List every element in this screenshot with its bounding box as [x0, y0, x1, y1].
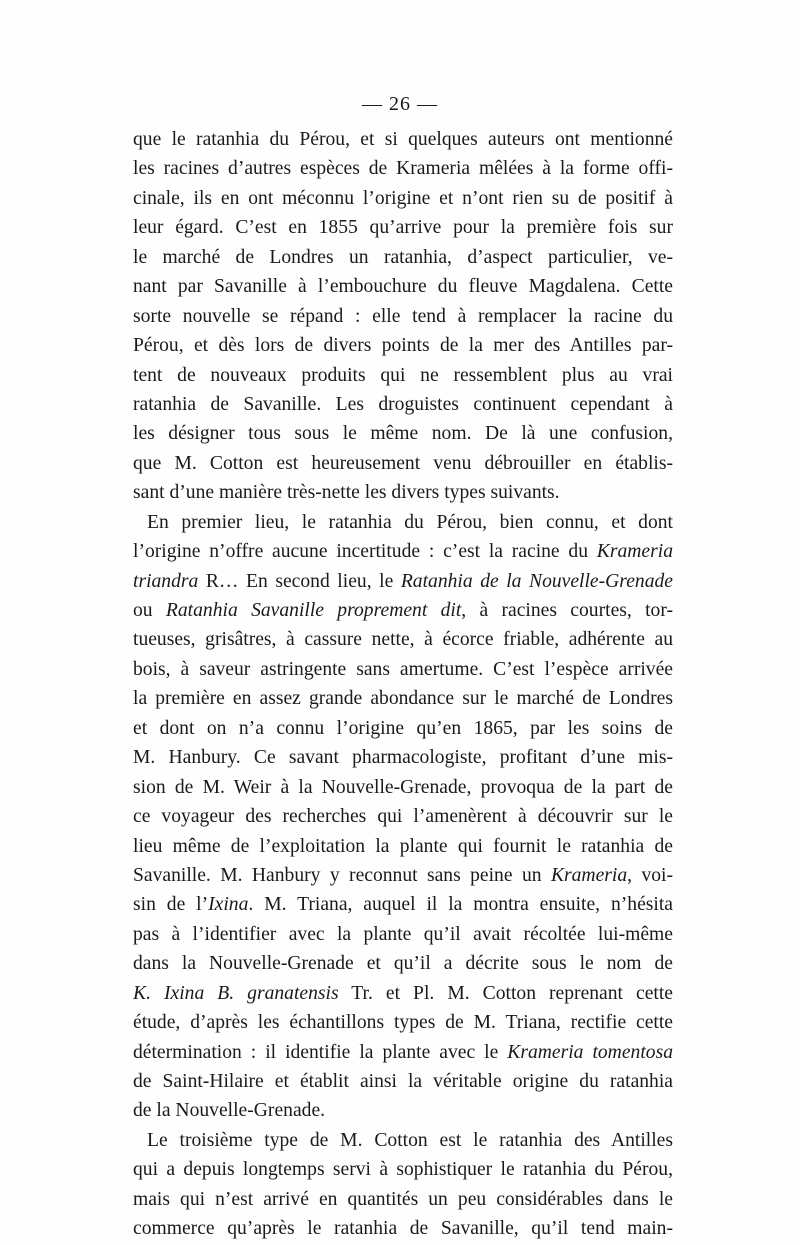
text-line	[133, 125, 673, 154]
text-segment: la première en assez grande abondance sur le marché de Londres	[133, 688, 673, 710]
text-segment: pas à l’identifier avec la plante qu’il avait récoltée lui-même	[133, 923, 673, 945]
text-line	[133, 361, 673, 390]
text-line	[133, 331, 673, 360]
text-line	[133, 655, 673, 684]
text-segment: et dont on n’a connu l’origine qu’en 1865, par les soins de	[133, 717, 673, 739]
text-line	[133, 684, 673, 713]
text-segment: ou	[133, 600, 166, 621]
text-segment: l’origine n’offre aucune incertitude : c’est la racine du	[133, 541, 597, 563]
text-segment: M. Hanbury. Ce savant pharmacologiste, profitant d’une mis-	[133, 747, 673, 769]
text-segment: étude, d’après les échantillons types de M. Triana, rectifie cette	[133, 1012, 673, 1034]
text-segment: mais qui n’est arrivé en quantités un peu considérables dans le	[133, 1188, 673, 1210]
italic-text: Ixina	[208, 894, 249, 916]
text-line	[133, 1038, 673, 1067]
text-line	[133, 508, 673, 537]
italic-text: Krameria	[596, 541, 673, 563]
text-line	[133, 478, 673, 507]
text-line	[133, 1155, 673, 1184]
text-line	[133, 625, 673, 654]
text-line	[133, 949, 673, 978]
text-line	[133, 596, 673, 625]
text-segment: sorte nouvelle se répand : elle tend à remplacer la racine du	[133, 305, 673, 327]
text-line	[133, 832, 673, 861]
text-segment: Savanille. M. Hanbury y reconnut sans peine un	[133, 864, 551, 886]
text-segment: sant d’une manière très-nette les divers types suivants.	[133, 482, 560, 504]
text-segment: de la Nouvelle-Grenade.	[133, 1100, 326, 1122]
text-segment: Tr. et Pl. M. Cotton reprenant cette	[338, 982, 673, 1004]
text-line	[133, 861, 673, 890]
text-segment: . M. Triana, auquel il la montra ensuite, n’hésita	[248, 894, 673, 916]
body-text	[133, 125, 673, 1244]
text-segment: ce voyageur des recherches qui l’amenèrent à découvrir sur le	[133, 806, 673, 828]
text-line	[133, 537, 673, 566]
text-segment: Le troisième type de M. Cotton est le ratanhia des Antilles	[147, 1129, 673, 1151]
text-line	[133, 243, 673, 272]
italic-text: K. Ixina B. granatensis	[133, 982, 339, 1004]
text-line	[133, 1008, 673, 1037]
text-segment: tent de nouveaux produits qui ne ressemblent plus au vrai	[133, 364, 673, 386]
text-line	[133, 802, 673, 831]
text-line	[133, 184, 673, 213]
text-line	[133, 213, 673, 242]
text-line	[133, 773, 673, 802]
text-segment: bois, à saveur astringente sans amertume. C’est l’espèce arrivée	[133, 658, 673, 680]
text-segment: leur égard. C’est en 1855 qu’arrive pour la première fois sur	[133, 217, 673, 239]
text-line	[133, 1067, 673, 1096]
text-segment: , voi-	[627, 864, 673, 886]
italic-text: Krameria tomentosa	[507, 1041, 673, 1063]
text-segment: , à racines courtes, tor-	[461, 600, 673, 621]
text-segment: dans la Nouvelle-Grenade et qu’il a décrite sous le nom de	[133, 953, 673, 975]
text-segment: ratanhia de Savanille. Les droguistes continuent cependant à	[133, 393, 673, 415]
text-line	[133, 1214, 673, 1243]
text-segment: R… En second lieu, le	[198, 570, 401, 592]
italic-text: triandra	[133, 570, 199, 592]
text-line	[133, 1096, 673, 1125]
text-line	[133, 567, 673, 596]
text-segment: Pérou, et dès lors de divers points de la mer des Antilles par-	[133, 335, 673, 357]
text-segment: que le ratanhia du Pérou, et si quelques auteurs ont mentionné	[133, 129, 673, 150]
text-line	[133, 1126, 673, 1155]
text-segment: commerce qu’après le ratanhia de Savanille, qu’il tend main-	[133, 1218, 673, 1240]
text-line	[133, 390, 673, 419]
text-line	[133, 920, 673, 949]
text-segment: le marché de Londres un ratanhia, d’aspect particulier, ve-	[133, 246, 673, 268]
italic-text: Ratanhia Savanille proprement dit	[165, 600, 462, 621]
text-segment: En premier lieu, le ratanhia du Pérou, bien connu, et dont	[147, 511, 673, 533]
text-line	[133, 154, 673, 183]
page-number: — 26 —	[362, 93, 438, 115]
text-line	[133, 743, 673, 772]
text-segment: lieu même de l’exploitation la plante qui fournit le ratanhia de	[133, 835, 673, 857]
text-line	[133, 1185, 673, 1214]
text-segment: les racines d’autres espèces de Krameria mêlées à la forme offi-	[133, 158, 673, 180]
text-line	[133, 272, 673, 301]
text-line	[133, 714, 673, 743]
text-segment: nant par Savanille à l’embouchure du fleuve Magdalena. Cette	[133, 276, 673, 298]
text-line	[133, 449, 673, 478]
text-segment: les désigner tous sous le même nom. De là une confusion,	[133, 423, 673, 445]
text-segment: sin de l’	[133, 894, 209, 916]
text-line	[133, 890, 673, 919]
text-segment: détermination : il identifie la plante avec le	[133, 1041, 508, 1063]
text-segment: de Saint-Hilaire et établit ainsi la véritable origine du ratanhia	[133, 1071, 673, 1092]
text-line	[133, 979, 673, 1008]
italic-text: Krameria	[550, 864, 628, 886]
text-segment: que M. Cotton est heureusement venu débrouiller en établis-	[133, 452, 673, 474]
text-segment: cinale, ils en ont méconnu l’origine et n’ont rien su de positif à	[133, 187, 673, 209]
italic-text: Ratanhia de la Nouvelle-Grenade	[400, 570, 673, 592]
text-line	[133, 302, 673, 331]
text-segment: sion de M. Weir à la Nouvelle-Grenade, provoqua de la part de	[133, 776, 673, 798]
text-segment: qui a depuis longtemps servi à sophistiquer le ratanhia du Pérou,	[133, 1159, 673, 1181]
text-line	[133, 419, 673, 448]
text-segment: tueuses, grisâtres, à cassure nette, à écorce friable, adhérente au	[133, 629, 673, 651]
